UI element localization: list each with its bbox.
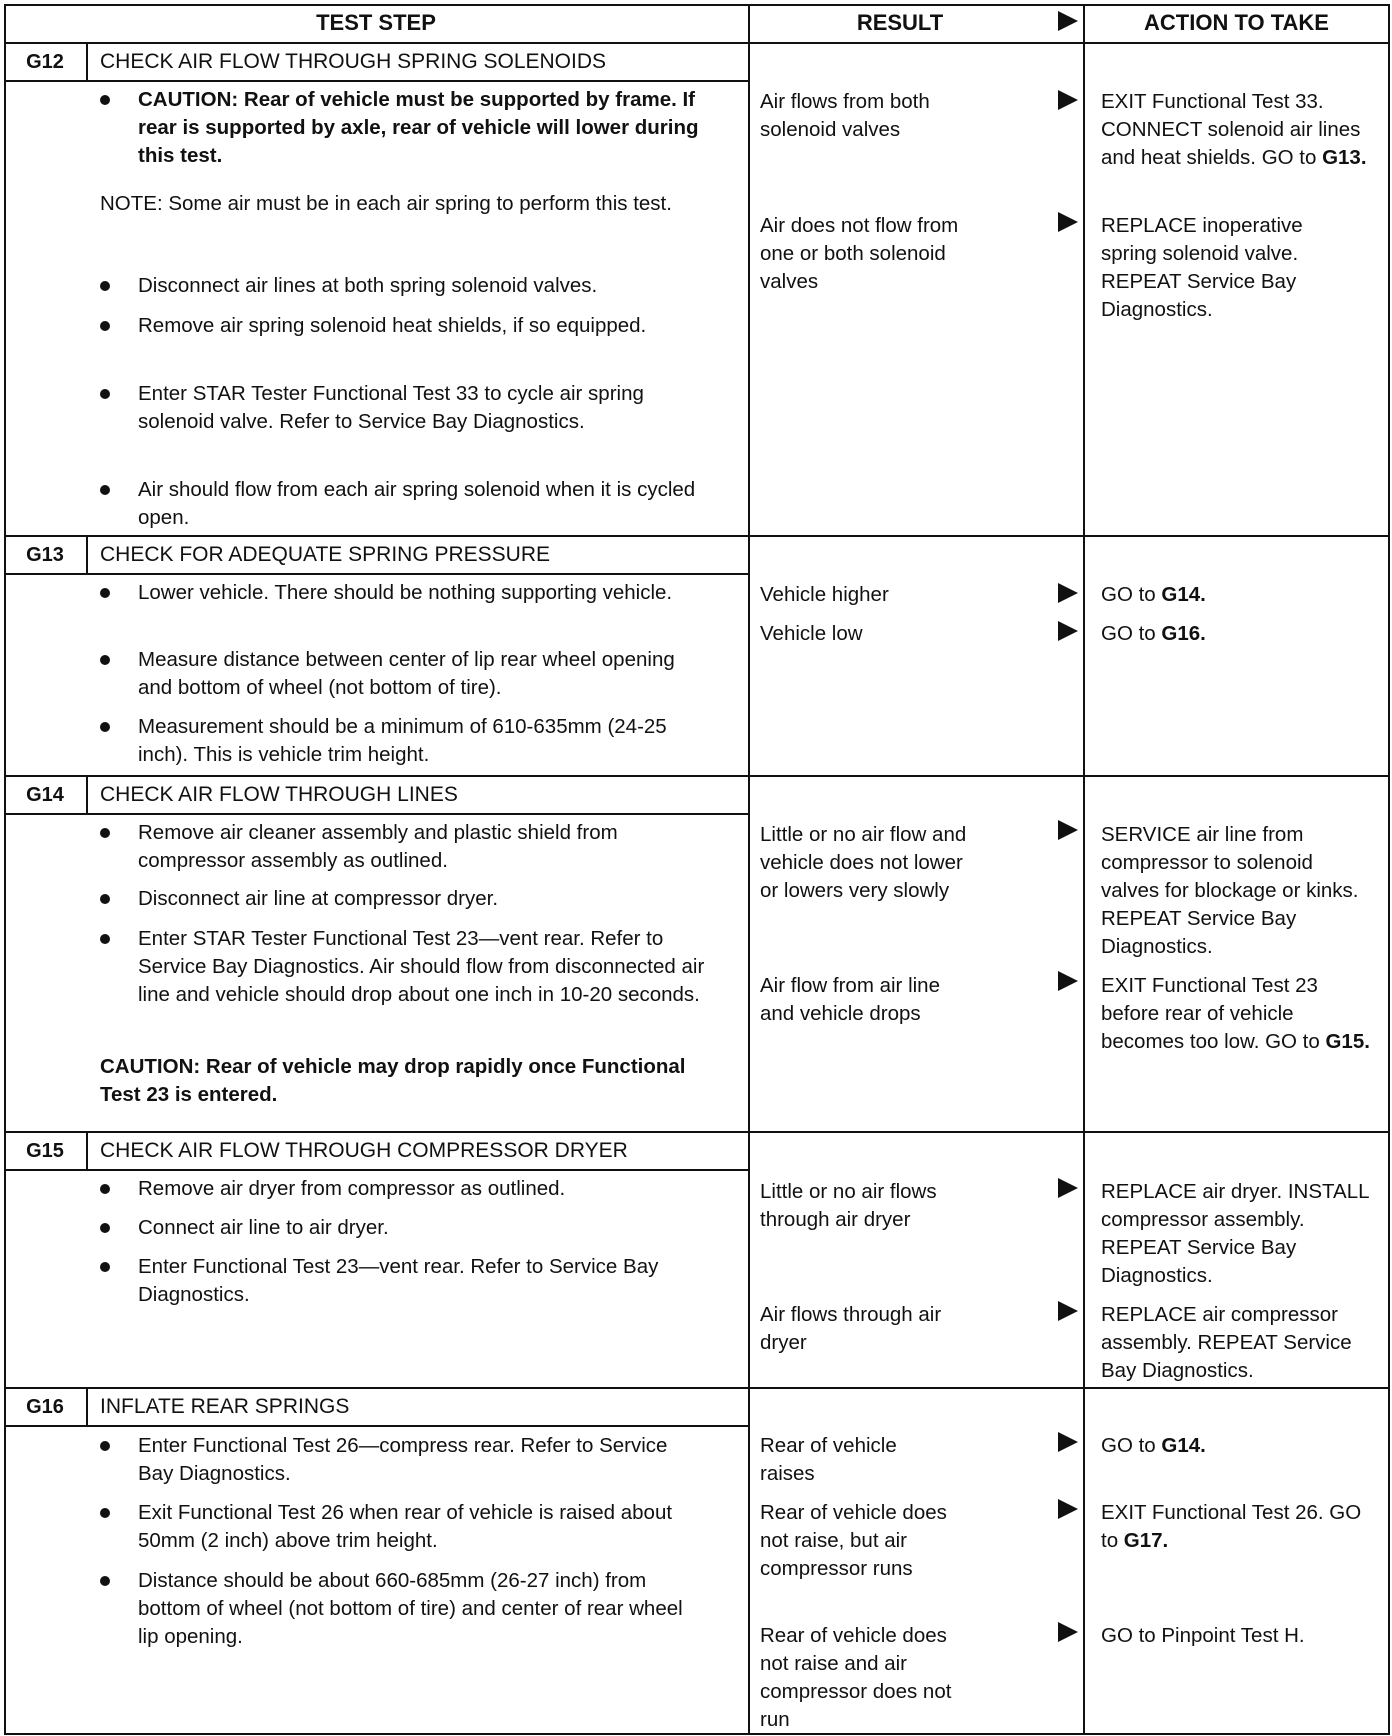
action-text <box>1101 1432 1391 1460</box>
step-item: Distance should be about 660-685mm (26-27 inch) from bottom of wheel (not bottom of tire) and center of rear wheel lip opening. <box>138 1569 683 1648</box>
title-underline <box>4 80 748 82</box>
action-instruction: GO to <box>1101 583 1162 606</box>
step-item: Remove air spring solenoid heat shields, if so equipped. <box>138 314 647 337</box>
result-arrow-icon <box>1058 621 1078 641</box>
note-text: NOTE: Some air must be in each air spring to perform this test. <box>100 192 672 215</box>
step-title: CHECK AIR FLOW THROUGH COMPRESSOR DRYER <box>100 1139 628 1162</box>
step-item: Air should flow from each air spring solenoid when it is cycled open. <box>138 478 696 529</box>
code-divider <box>86 775 88 813</box>
bullet-icon <box>100 1508 110 1518</box>
step-item: Enter Functional Test 23—vent rear. Refer to Service Bay Diagnostics. <box>138 1255 659 1306</box>
step-item: Lower vehicle. There should be nothing supporting vehicle. <box>138 581 673 604</box>
bullet-icon <box>100 934 110 944</box>
bullet-icon <box>100 1184 110 1194</box>
result-text: Air flows from both solenoid valves <box>760 90 930 141</box>
result-arrow-icon <box>1058 583 1078 603</box>
action-text: SERVICE air line from compressor to solenoid valves for blockage or kinks. REPEAT Service Bay Diagnostics. <box>1101 823 1359 958</box>
right-border <box>1388 4 1390 1735</box>
step-item: Enter Functional Test 26—compress rear. Refer to Service Bay Diagnostics. <box>138 1434 668 1485</box>
code-divider <box>86 42 88 80</box>
step-item: Exit Functional Test 26 when rear of vehicle is raised about 50mm (2 inch) above trim height. <box>138 1501 673 1552</box>
bullet-icon <box>100 281 110 291</box>
code-divider <box>86 1131 88 1169</box>
code-divider <box>86 535 88 573</box>
step-code: G13 <box>26 544 64 566</box>
result-text: Rear of vehicle raises <box>760 1434 897 1485</box>
step-item: Remove air cleaner assembly and plastic shield from compressor assembly as outlined. <box>138 821 618 872</box>
result-text: Air flow from air line and vehicle drops <box>760 974 940 1025</box>
header-test-step: TEST STEP <box>316 10 436 35</box>
action-step-ref: G17. <box>1123 1529 1169 1552</box>
code-divider <box>86 1387 88 1425</box>
bullet-icon <box>100 1262 110 1272</box>
bullet-icon <box>100 1223 110 1233</box>
title-underline <box>4 573 748 575</box>
step-title: CHECK AIR FLOW THROUGH SPRING SOLENOIDS <box>100 50 607 73</box>
result-arrow-icon <box>1058 90 1078 110</box>
step-title: CHECK FOR ADEQUATE SPRING PRESSURE <box>100 543 551 566</box>
action-text: REPLACE air compressor assembly. REPEAT Service Bay Diagnostics. <box>1101 1303 1352 1382</box>
result-action-divider <box>1083 4 1085 1735</box>
action-instruction: EXIT Functional Test 23 before rear of vehicle becomes too low. GO to <box>1101 974 1326 1053</box>
title-underline <box>4 1425 748 1427</box>
action-text <box>1101 581 1391 609</box>
step-title: CHECK AIR FLOW THROUGH LINES <box>100 783 458 806</box>
result-text: Rear of vehicle does not raise, but air compressor runs <box>760 1501 947 1580</box>
result-arrow-icon <box>1058 1622 1078 1642</box>
step-code: G14 <box>26 784 64 806</box>
result-arrow-icon <box>1058 1301 1078 1321</box>
title-underline <box>4 813 748 815</box>
bullet-icon <box>100 588 110 598</box>
step-code: G12 <box>26 51 64 73</box>
action-instruction: GO to <box>1101 622 1162 645</box>
table-bottom-border <box>4 1733 1390 1735</box>
caution-text: CAUTION: Rear of vehicle may drop rapidly once Functional Test 23 is entered. <box>100 1055 686 1106</box>
bullet-icon <box>100 722 110 732</box>
result-text: Little or no air flow and vehicle does not lower or lowers very slowly <box>760 823 967 902</box>
step-item: Disconnect air lines at both spring solenoid valves. <box>138 274 598 297</box>
action-text: REPLACE inoperative spring solenoid valve. REPEAT Service Bay Diagnostics. <box>1101 214 1303 321</box>
bullet-icon <box>100 321 110 331</box>
header-action: ACTION TO TAKE <box>1144 10 1329 35</box>
action-instruction: EXIT Functional Test 33. CONNECT solenoid air lines and heat shields. GO to <box>1101 90 1361 169</box>
bullet-icon <box>100 828 110 838</box>
bullet-icon <box>100 389 110 399</box>
action-step-ref: G13. <box>1322 146 1367 169</box>
title-underline <box>4 1169 748 1171</box>
step-item: Connect air line to air dryer. <box>138 1216 389 1239</box>
action-text <box>1101 972 1376 1056</box>
left-border <box>4 4 6 1735</box>
bullet-icon <box>100 485 110 495</box>
result-text: Air flows through air dryer <box>760 1303 942 1354</box>
result-text: Vehicle low <box>760 622 863 645</box>
bullet-icon <box>100 95 110 105</box>
step-code: G15 <box>26 1140 64 1162</box>
step-item: Remove air dryer from compressor as outlined. <box>138 1177 566 1200</box>
action-text: GO to Pinpoint Test H. <box>1101 1624 1305 1647</box>
step-code: G16 <box>26 1396 64 1418</box>
result-text: Little or no air flows through air dryer <box>760 1180 937 1231</box>
action-text <box>1101 88 1391 172</box>
result-arrow-icon <box>1058 1432 1078 1452</box>
result-arrow-icon <box>1058 212 1078 232</box>
step-title: INFLATE REAR SPRINGS <box>100 1395 350 1418</box>
action-step-ref: G14. <box>1161 1434 1206 1457</box>
result-arrow-icon <box>1058 1499 1078 1519</box>
action-instruction: EXIT Functional Test 26. GO to <box>1101 1501 1362 1552</box>
action-text: REPLACE air dryer. INSTALL compressor assembly. REPEAT Service Bay Diagnostics. <box>1101 1180 1369 1287</box>
result-arrow-icon <box>1058 820 1078 840</box>
action-text <box>1101 620 1391 648</box>
action-text <box>1101 1499 1371 1555</box>
result-arrow-icon <box>1058 971 1078 991</box>
header-result: RESULT <box>856 10 944 35</box>
step-item: Disconnect air line at compressor dryer. <box>138 887 499 910</box>
result-text: Rear of vehicle does not raise and air compressor does not run <box>760 1624 952 1731</box>
action-step-ref: G15. <box>1325 1030 1370 1053</box>
result-text: Vehicle higher <box>760 583 889 606</box>
action-instruction: GO to <box>1101 1434 1162 1457</box>
caution-text: CAUTION: Rear of vehicle must be supported by frame. If rear is supported by axle, rear of vehicle will lower during this test. <box>138 88 699 167</box>
result-arrow-icon <box>1058 1178 1078 1198</box>
action-step-ref: G16. <box>1161 622 1206 645</box>
bullet-icon <box>100 1441 110 1451</box>
result-text: Air does not flow from one or both solenoid valves <box>760 214 959 293</box>
bullet-icon <box>100 655 110 665</box>
step-item: Enter STAR Tester Functional Test 23—vent rear. Refer to Service Bay Diagnostics. Air should flow from disconnected air line and vehicle should drop about one inch in 10-20 seconds. <box>138 927 705 1006</box>
step-result-divider <box>748 4 750 1735</box>
bullet-icon <box>100 894 110 904</box>
step-item: Measure distance between center of lip rear wheel opening and bottom of wheel (not bottom of tire). <box>138 648 675 699</box>
bullet-icon <box>100 1576 110 1586</box>
header-arrow-icon <box>1058 11 1078 31</box>
action-step-ref: G14. <box>1161 583 1206 606</box>
step-item: Measurement should be a minimum of 610-635mm (24-25 inch). This is vehicle trim height. <box>138 715 667 766</box>
step-item: Enter STAR Tester Functional Test 33 to cycle air spring solenoid valve. Refer to Service Bay Diagnostics. <box>138 382 644 433</box>
